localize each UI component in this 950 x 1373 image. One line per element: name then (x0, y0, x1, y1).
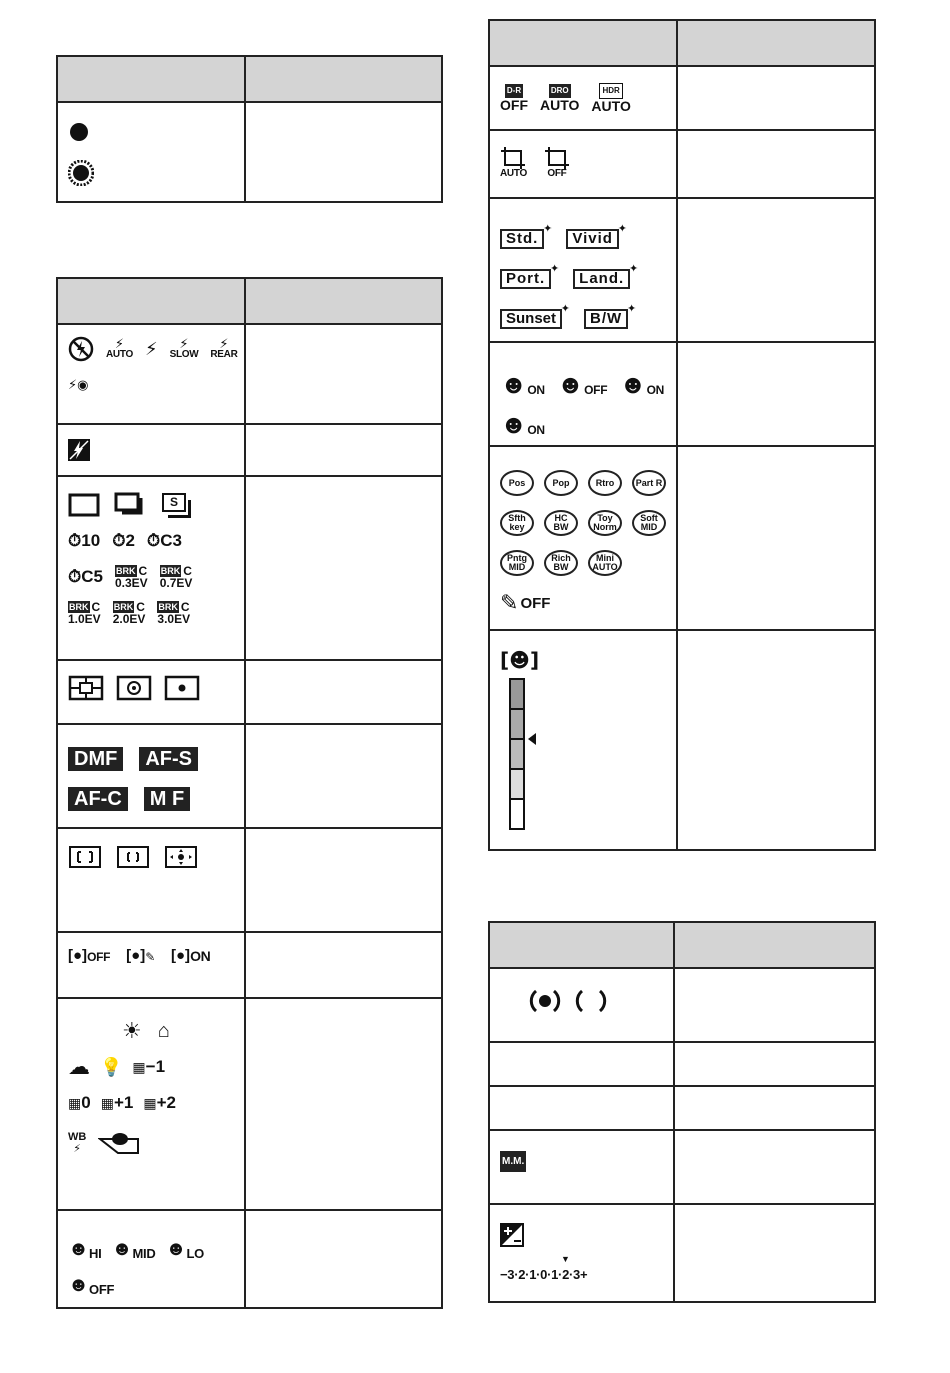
bracket-1-0ev-icon: BRK C 1.0EV (68, 600, 101, 626)
face-detection-off-icon: [●] OFF (68, 947, 111, 964)
description-cell (677, 198, 875, 342)
header-cell (57, 278, 245, 324)
fluorescent-0-icon: ▦0 (68, 1093, 91, 1112)
dro-auto-icon: DRO AUTO (540, 86, 580, 113)
self-timer-2-icon: ⏱2 (112, 531, 135, 550)
icon-cell (57, 1210, 245, 1308)
record-dot-icon (68, 121, 90, 143)
header-cell (489, 20, 677, 66)
icon-cell (57, 828, 245, 932)
smile-shutter-off-icon: ☻ OFF (556, 369, 608, 399)
focus-ring-dot-icon (68, 160, 94, 186)
dro-off-icon: D-R OFF (500, 86, 528, 113)
single-shot-icon (68, 493, 100, 517)
icon-cell (489, 342, 677, 446)
header-cell (677, 20, 875, 66)
icon-cell (489, 130, 677, 198)
indicator-table-2 (56, 277, 443, 1309)
custom-wb-icon (98, 1131, 140, 1155)
style-sunset-icon: Sunset ✦ (500, 309, 562, 329)
speed-priority-icon: S (160, 492, 192, 518)
bracket-0-3ev-icon: BRK C 0.3EV (115, 564, 148, 590)
flash-rear-icon: ⚡ REAR (210, 336, 238, 360)
focus-mf-icon: M F (144, 787, 190, 811)
description-cell (677, 66, 875, 130)
style-standard-icon: Std. ✦ (500, 229, 544, 249)
effect-toy-camera-icon: Toy Norm (588, 510, 622, 536)
incandescent-icon: 💡 (100, 1056, 123, 1077)
description-cell (245, 998, 442, 1210)
focus-dmf-icon: DMF (68, 747, 123, 771)
focus-af-c-icon: AF-C (68, 787, 128, 811)
exposure-scale-pointer-icon: ▼ (561, 1254, 570, 1264)
description-cell (245, 324, 442, 424)
header-cell (489, 922, 674, 968)
style-vivid-icon: Vivid ✦ (566, 229, 619, 249)
exposure-scale: −3·2·1·0·1·2·3+ (500, 1267, 588, 1282)
header-cell (57, 56, 245, 102)
header-cell (674, 922, 875, 968)
exposure-compensation-icon (500, 1223, 524, 1247)
icon-cell (57, 932, 245, 998)
icon-cell (489, 446, 677, 630)
description-cell (674, 1086, 875, 1130)
bracket-2-0ev-icon: BRK C 2.0EV (112, 600, 146, 626)
description-cell (674, 1130, 875, 1204)
icon-cell (489, 1086, 674, 1130)
description-cell (245, 102, 442, 202)
flash-compensation-icon (68, 439, 90, 461)
icon-cell (489, 1204, 674, 1302)
description-cell (245, 660, 442, 724)
bracket-3-0ev-icon: BRK C 3.0EV (157, 600, 191, 626)
fluorescent-minus-1-icon: ▦−1 (132, 1057, 166, 1076)
effect-rich-tone-mono-icon: Rich BW (544, 550, 578, 576)
metered-manual-icon: M.M. (500, 1151, 526, 1172)
description-cell (674, 1204, 875, 1302)
face-registration-icon: [●] ✎ (126, 947, 155, 964)
description-cell (245, 424, 442, 476)
icon-cell (489, 66, 677, 130)
description-cell (245, 1210, 442, 1308)
cloudy-icon: ☁ (68, 1054, 90, 1079)
description-cell (674, 1042, 875, 1086)
style-landscape-icon: Land. ✦ (573, 269, 630, 289)
focus-locked-indicator-icon (528, 987, 562, 1015)
smile-shutter-on-2-icon: ☻ ON (619, 369, 664, 399)
self-timer-c3-icon: ⏱C3 (146, 531, 182, 550)
flexible-spot-focus-area-icon (164, 845, 198, 869)
description-cell (245, 724, 442, 828)
smile-detection-level-icon (500, 649, 560, 831)
style-bw-icon: B/W ✦ (584, 309, 628, 329)
focusing-indicator-icon (574, 987, 608, 1015)
multi-segment-metering-icon (68, 675, 104, 701)
indicator-table-3 (488, 19, 876, 851)
icon-cell (489, 198, 677, 342)
spot-metering-icon (164, 675, 200, 701)
description-cell (677, 630, 875, 850)
icon-cell (57, 724, 245, 828)
header-cell (245, 278, 442, 324)
indicator-table-4 (488, 921, 876, 1303)
icon-cell (489, 1042, 674, 1086)
crop-auto-icon: AUTO (500, 147, 527, 179)
icon-cell (57, 424, 245, 476)
description-cell (245, 476, 442, 660)
bracket-0-7ev-icon: BRK C 0.7EV (159, 564, 193, 590)
icon-cell (57, 102, 245, 202)
style-portrait-icon: Port. ✦ (500, 269, 551, 289)
flash-auto-icon: ⚡ AUTO (106, 336, 133, 360)
flash-wb-icon: WB ⚡ (68, 1131, 87, 1155)
description-cell (677, 130, 875, 198)
icon-cell (57, 476, 245, 660)
smile-shutter-on-icon: ☻ ON (500, 369, 545, 399)
center-focus-area-icon (116, 845, 150, 869)
indicator-table-1 (56, 55, 443, 203)
crop-off-icon: OFF (545, 147, 569, 179)
icon-cell (57, 998, 245, 1210)
description-cell (674, 968, 875, 1042)
description-cell (245, 828, 442, 932)
fluorescent-plus-1-icon: ▦+1 (100, 1093, 134, 1112)
svg-text:[☻]: [☻] (500, 649, 540, 672)
header-cell (245, 56, 442, 102)
fluorescent-plus-2-icon: ▦+2 (143, 1093, 176, 1112)
soft-skin-hi-icon: ☻ HI (68, 1238, 102, 1261)
center-weighted-metering-icon (116, 675, 152, 701)
flash-red-eye-icon: ⚡◉ (68, 377, 89, 392)
effect-soft-high-key-icon: Sfth key (500, 510, 534, 536)
icon-cell (489, 1130, 674, 1204)
shade-icon: ⌂ (157, 1019, 170, 1042)
icon-cell (57, 660, 245, 724)
daylight-icon: ☀ (122, 1018, 142, 1043)
smile-shutter-on-3-icon: ☻ ON (500, 409, 545, 439)
soft-skin-lo-icon: ☻ LO (165, 1238, 204, 1261)
self-timer-c5-icon: ⏱C5 (68, 567, 103, 586)
effect-hdr-painting-icon: Pntg MID (500, 550, 534, 576)
self-timer-10-icon: ⏱10 (68, 531, 101, 550)
description-cell (677, 342, 875, 446)
soft-skin-off-icon: ☻ OFF (68, 1274, 115, 1297)
effect-soft-focus-icon: Soft MID (632, 510, 666, 536)
description-cell (677, 446, 875, 630)
icon-cell (57, 324, 245, 424)
description-cell (245, 932, 442, 998)
soft-skin-mid-icon: ☻ MID (111, 1238, 156, 1261)
effect-miniature-icon: Mini AUTO (588, 550, 622, 576)
effect-pop-color-icon: Pop (544, 470, 578, 496)
icon-cell (489, 968, 674, 1042)
continuous-shot-icon (114, 492, 146, 518)
face-detection-on-icon: [●] ON (171, 947, 211, 964)
effect-high-contrast-mono-icon: HC BW (544, 510, 578, 536)
effect-off-icon: ✎ OFF (500, 590, 551, 615)
wide-focus-area-icon (68, 845, 102, 869)
effect-posterization-icon: Pos (500, 470, 534, 496)
effect-retro-icon: Rtro (588, 470, 622, 496)
flash-slow-icon: ⚡ SLOW (169, 336, 199, 360)
icon-cell (489, 630, 677, 850)
flash-off-icon (68, 336, 94, 362)
effect-partial-color-icon: Part R (632, 470, 666, 496)
flash-fill-icon: ⚡ (144, 338, 158, 359)
hdr-auto-icon: HDR AUTO (591, 83, 630, 113)
focus-af-s-icon: AF-S (139, 747, 198, 771)
